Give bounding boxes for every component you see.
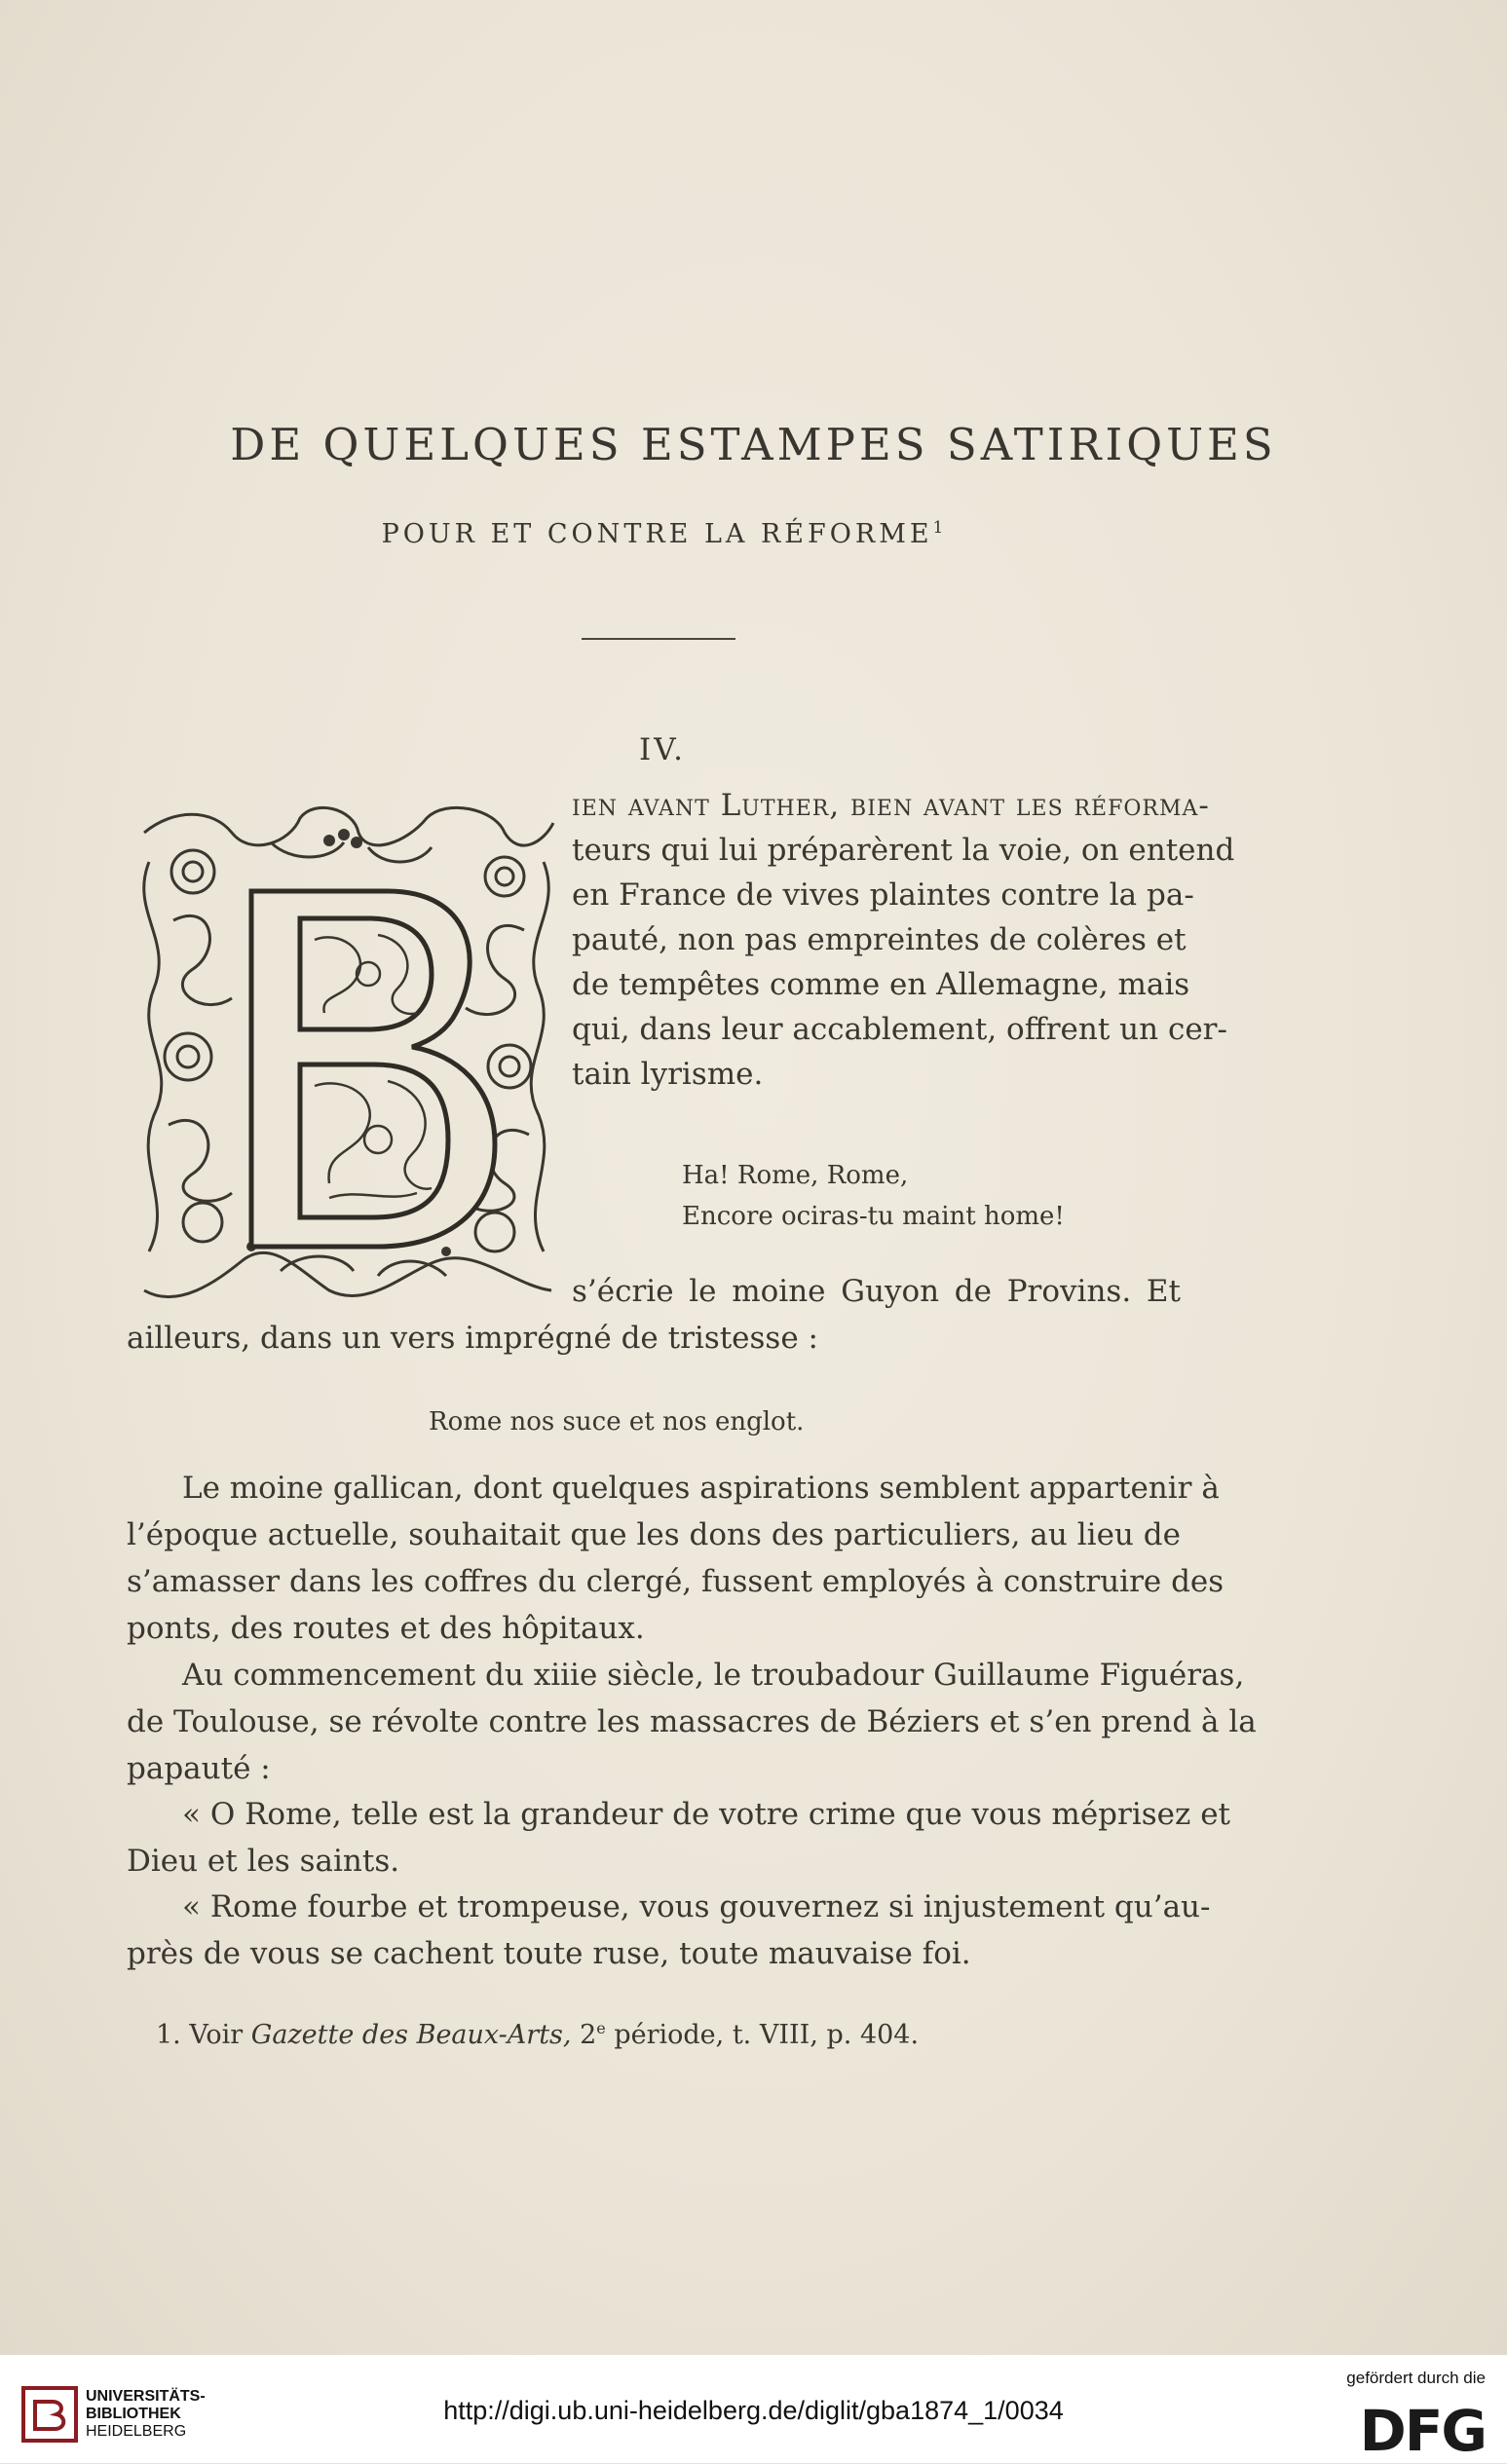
paragraph-1-line-2: l’époque actuelle, souhaitait que les dons des particuliers, au lieu de bbox=[127, 1517, 1181, 1552]
verse-2: Rome nos suce et nos englot. bbox=[429, 1407, 805, 1437]
footnote-number: 1. bbox=[156, 2020, 181, 2050]
verse-1-line-2: Encore ociras-tu maint home! bbox=[682, 1202, 1065, 1231]
paragraph-1-line-1: Le moine gallican, dont quelques aspirations semblent appartenir à bbox=[182, 1471, 1220, 1506]
paragraph-2-line-1: Au commencement du xiiie siècle, le troubadour Guillaume Figuéras, bbox=[182, 1658, 1245, 1693]
intro-line-1-text: ien avant Luther, bien avant les réforma- bbox=[572, 788, 1210, 823]
viewer-footer bbox=[0, 2355, 1507, 2463]
footnote-rest: période, t. VIII, p. 404. bbox=[614, 2020, 920, 2050]
footnote bbox=[156, 2011, 919, 2053]
library-city: HEIDELBERG bbox=[86, 2423, 187, 2440]
dfg-logo: DFG bbox=[1359, 2398, 1486, 2464]
intro-line-3: en France de vives plaintes contre la pa- bbox=[572, 877, 1194, 913]
section-number: IV. bbox=[638, 732, 687, 767]
title-separator-rule bbox=[582, 638, 735, 640]
intro-line-4: pauté, non pas empreintes de colères et bbox=[572, 922, 1187, 957]
verse-1-line-1: Ha! Rome, Rome, bbox=[682, 1161, 909, 1190]
quote-2-line-2: près de vous se cachent toute ruse, toute mauvaise foi. bbox=[127, 1936, 971, 1971]
quote-1-line-2: Dieu et les saints. bbox=[127, 1844, 400, 1879]
library-name-text: UNIVERSITÄTS- BIBLIOTHEK bbox=[86, 2388, 206, 2422]
continuation-line-2: ailleurs, dans un vers imprégné de tristesse : bbox=[127, 1321, 818, 1356]
article-subtitle bbox=[0, 518, 1325, 549]
paragraph-1-line-4: ponts, des routes et des hôpitaux. bbox=[127, 1611, 645, 1646]
footnote-prefix: Voir bbox=[189, 2020, 244, 2050]
funding-note: gefördert durch die bbox=[1346, 2369, 1486, 2387]
subtitle-text: POUR ET CONTRE LA RÉFORME bbox=[381, 519, 933, 549]
footnote-series: 2 bbox=[580, 2020, 597, 2050]
article-title: DE QUELQUES ESTAMPES SATIRIQUES bbox=[230, 419, 1277, 470]
intro-line-5: de tempêtes comme en Allemagne, mais bbox=[572, 967, 1190, 1002]
continuation-line-1: s’écrie le moine Guyon de Provins. Et bbox=[572, 1274, 1181, 1309]
intro-line-2: teurs qui lui préparèrent la voie, on entend bbox=[572, 833, 1235, 868]
intro-line-6: qui, dans leur accablement, offrent un cer- bbox=[572, 1012, 1227, 1047]
ornamental-dropcap-b bbox=[134, 803, 557, 1310]
intro-line-7: tain lyrisme. bbox=[572, 1057, 764, 1092]
quote-1-line-1: « O Rome, telle est la grandeur de votre crime que vous méprisez et bbox=[182, 1797, 1230, 1832]
paragraph-1-line-3: s’amasser dans les coffres du clergé, fussent employés à construire des bbox=[127, 1564, 1224, 1599]
paragraph-2-line-2: de Toulouse, se révolte contre les massacres de Béziers et s’en prend à la bbox=[127, 1704, 1257, 1739]
quote-2-line-1: « Rome fourbe et trompeuse, vous gouvernez si injustement qu’au- bbox=[182, 1889, 1211, 1924]
permalink-url[interactable]: http://digi.ub.uni-heidelberg.de/diglit/gba1874_1/0034 bbox=[443, 2396, 1064, 2425]
intro-line-1 bbox=[572, 786, 1210, 825]
subtitle-footnote-mark: 1 bbox=[932, 518, 944, 538]
footnote-journal: Gazette des Beaux-Arts, bbox=[250, 2020, 572, 2050]
footnote-series-sup: e bbox=[596, 2019, 606, 2037]
paragraph-2-line-3: papauté : bbox=[127, 1751, 271, 1786]
